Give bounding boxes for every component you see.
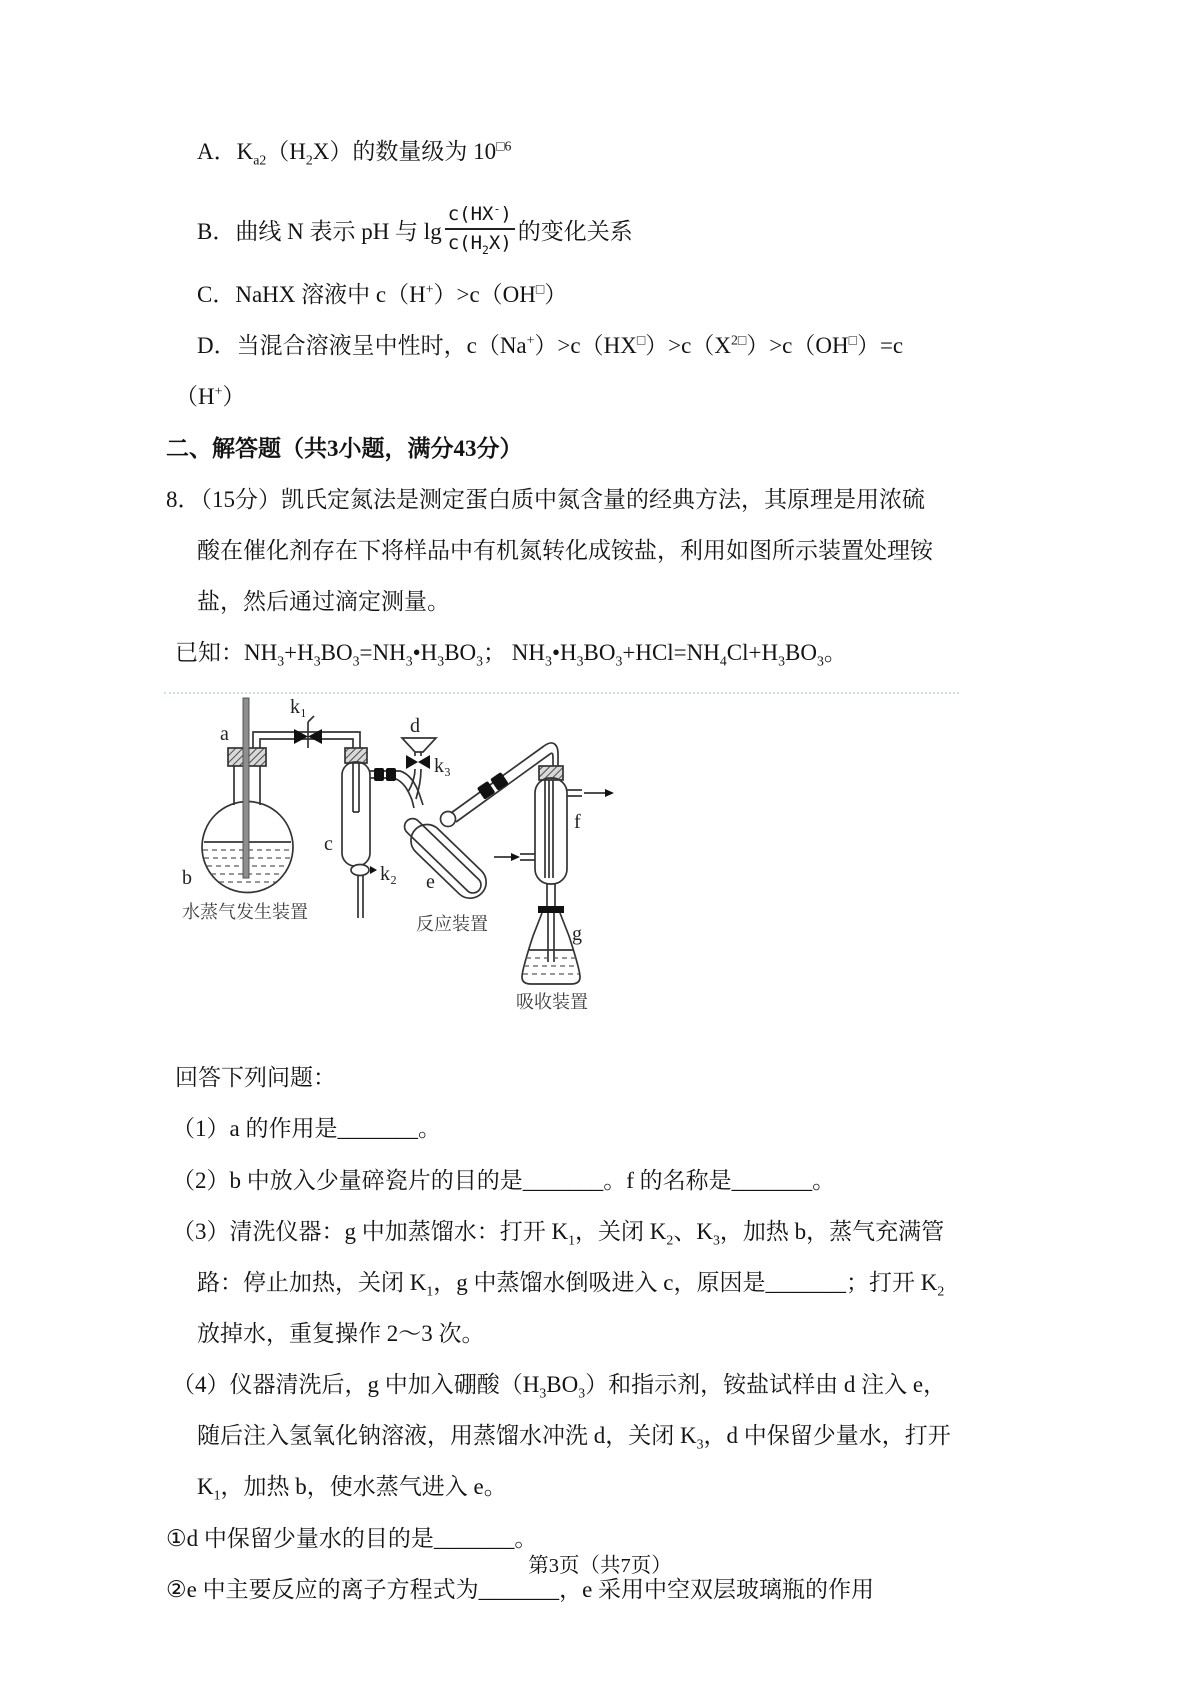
question-3-line2: 路：停止加热，关闭 $K_1$，g 中蒸馏水倒吸进入 c，原因是_______；打开 $K_2$ bbox=[197, 1269, 945, 1299]
label-a: a bbox=[220, 723, 229, 746]
figure-artifact-dotted-line bbox=[164, 692, 959, 694]
label-b: b bbox=[182, 867, 192, 890]
question-3-line1: （3）清洗仪器：g 中加蒸馏水：打开 $K_1$，关闭 $K_2$、$K_3$，加热 b，蒸气充满管 bbox=[172, 1218, 945, 1248]
apparatus-diagram bbox=[164, 692, 664, 1052]
page-footer: 第3页（共7页） bbox=[528, 1555, 672, 1577]
subquestion-1: ①d 中保留少量水的目的是_______。 bbox=[166, 1525, 538, 1551]
caption-reaction-device: 反应装置 bbox=[416, 914, 488, 935]
label-c: c bbox=[324, 833, 333, 856]
caption-absorb-device: 吸收装置 bbox=[516, 992, 588, 1013]
question-1: （1）a 的作用是_______。 bbox=[172, 1116, 441, 1142]
option-a: A．$K_{a2}(H_2X)$的数量级为 $10^{□6}$ bbox=[197, 138, 512, 168]
subquestion-2: ②e 中主要反应的离子方程式为_______，e 采用中空双层玻璃瓶的作用 bbox=[166, 1576, 875, 1602]
apparatus-figure bbox=[164, 692, 824, 1052]
q8-known-equations: 已知：$NH_3+H_3BO_3=NH_3•H_3BO_3$； $NH_3•H_3BO_3+HCl=NH_4Cl+H_3BO_3$。 bbox=[175, 640, 847, 669]
question-2: （2）b 中放入少量碎瓷片的目的是_______。f 的名称是_______。 bbox=[172, 1167, 836, 1193]
label-k3: k₃ bbox=[434, 755, 451, 778]
option-d-continuation: （H+） bbox=[175, 383, 246, 410]
caption-steam-generator: 水蒸气发生装置 bbox=[182, 902, 308, 923]
question-3-line3: 放掉水，重复操作 2～3 次。 bbox=[197, 1320, 485, 1346]
fraction-denominator: $c(H_2X)$ bbox=[447, 232, 512, 257]
label-k1: k₁ bbox=[290, 696, 307, 719]
label-k2: k₂ bbox=[380, 863, 397, 886]
fraction-numerator: c(HX-) bbox=[445, 203, 515, 230]
section-title: 二、解答题（共3小题，满分43分） bbox=[166, 435, 523, 461]
q8-stem-line3: 盐，然后通过滴定测量。 bbox=[197, 588, 450, 614]
answer-intro: 回答下列问题： bbox=[175, 1065, 336, 1091]
option-d: D．当混合溶液呈中性时，$c(Na^+)>c(HX^□)>c(X^{2□})>c(OH^□)=c$ bbox=[197, 332, 904, 359]
q8-stem-line1: 8．（15分）凯氏定氮法是测定蛋白质中氮含量的经典方法，其原理是用浓硫 bbox=[166, 486, 925, 512]
label-f: f bbox=[574, 811, 581, 834]
label-e: e bbox=[426, 871, 435, 894]
option-b-post: 的变化关系 bbox=[517, 218, 633, 244]
option-c: C．NaHX 溶液中 c（H+）>c（OH□） bbox=[197, 281, 568, 308]
question-4-line3: $K_1$，加热 b，使水蒸气进入 e。 bbox=[197, 1474, 507, 1503]
question-4-line2: 随后注入氢氧化钠溶液，用蒸馏水冲洗 d，关闭 $K_3$，d 中保留少量水，打开 bbox=[197, 1423, 951, 1452]
label-d: d bbox=[410, 715, 420, 738]
option-b bbox=[197, 191, 1060, 267]
option-b-pre: B．曲线 N 表示 pH 与 lg bbox=[197, 218, 442, 244]
question-4-line1: （4）仪器清洗后，g 中加入硼酸$(H_3BO_3)$和指示剂，铵盐试样由 d 注入 e， bbox=[172, 1372, 947, 1401]
option-b-fraction bbox=[445, 203, 515, 255]
q8-stem-line2: 酸在催化剂存在下将样品中有机氮转化成铵盐，利用如图所示装置处理铵 bbox=[197, 537, 933, 563]
label-g: g bbox=[572, 923, 582, 946]
